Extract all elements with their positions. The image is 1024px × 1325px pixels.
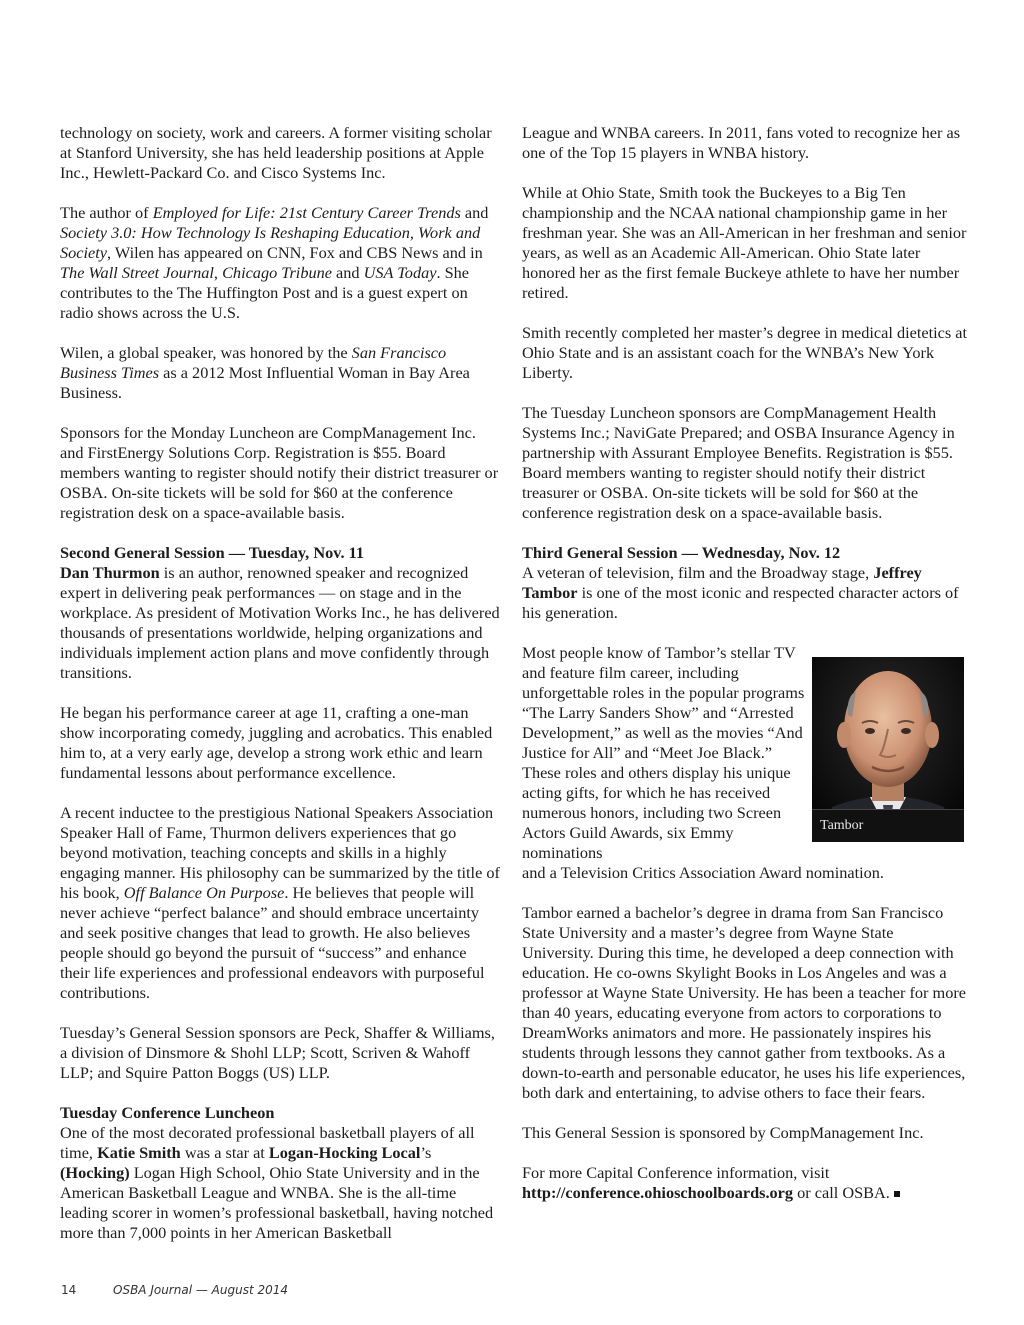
section-heading-third-session: Third General Session — Wednesday, Nov. 12 (522, 543, 841, 562)
paragraph: Wilen, a global speaker, was honored by the San Francisco Business Times as a 2012 Most Influential Woman in Bay Area Business. (60, 343, 470, 402)
publication-title: The Wall Street Journal (60, 263, 214, 282)
paragraph: The Tuesday Luncheon sponsors are CompManagement Health Systems Inc.; NaviGate Prepared; and OSBA Insurance Agency in partnership with Assurant Employee Benefits. Registration is $55. Board members wanting to register should notify their district treasurer or OSBA. On-site tickets will be sold for $60 at the conference registration desk on a space-available basis. (522, 403, 955, 522)
paragraph: The author of Employed for Life: 21st Century Career Trends and Society 3.0: How Technology Is Reshaping Education, Work and Society, Wilen has appeared on CNN, Fox and CBS News and in The Wall Street Journal, Chicago Tribune and USA Today. She contributes to the The Huffington Post and is a guest expert on radio shows across the U.S. (60, 203, 489, 322)
book-title: Employed for Life: 21st Century Career Trends (152, 203, 461, 222)
paragraph: He began his performance career at age 11, crafting a one-man show incorporating comedy, juggling and acrobatics. This enabled him to, at a very early age, develop a strong work ethic and learn fundamental lessons about performance excellence. (60, 703, 493, 782)
speaker-name: Jeffrey Tambor (522, 563, 922, 602)
paragraph: League and WNBA careers. In 2011, fans voted to recognize her as one of the Top 15 players in WNBA history. (522, 123, 961, 162)
book-title: Off Balance On Purpose (123, 883, 285, 902)
paragraph: Tuesday’s General Session sponsors are Peck, Shaffer & Williams, a division of Dinsmore & Shohl LLP; Scott, Scriven & Wahoff LLP; and Squire Patton Boggs (US) LLP. (60, 1023, 495, 1082)
paragraph: Tambor earned a bachelor’s degree in drama from San Francisco State University and a master’s degree from Wayne State University. During this time, he developed a deep connection with education. He co-owns Skylight Books in Los Angeles and was a professor at Wayne State University. He has been a teacher for more than 40 years, educating everyone from actors to corporations to DreamWorks animators and more. He passionately inspires his students through lessons they cannot gather from textbooks. As a down-to-earth and personable educator, he uses his life experiences, both dark and entertaining, to advise others to face their fears. (522, 903, 966, 1102)
paragraph: Dan Thurmon is an author, renowned speaker and recognized expert in delivering peak performances — on stage and in the workplace. As president of Motivation Works Inc., he has delivered thousands of presentations worldwide, helping organizations and individuals implement action plans and move confidently through transitions. (60, 563, 500, 682)
conference-link[interactable]: http://conference.ohioschoolboards.org (522, 1183, 794, 1202)
paragraph: Smith recently completed her master’s degree in medical dietetics at Ohio State and is an assistant coach for the WNBA’s New York Liberty. (522, 323, 968, 382)
tambor-photo (812, 657, 964, 842)
paragraph: This General Session is sponsored by CompManagement Inc. (522, 1123, 924, 1142)
paragraph: One of the most decorated professional basketball players of all time, Katie Smith was a star at Logan-Hocking Local’s (Hocking) Logan High School, Ohio State University and in the American Basketball League and WNBA. She is the all-time leading scorer in women’s professional basketball, having notched more than 7,000 points in her American Basketball (60, 1123, 494, 1242)
section-heading-luncheon: Tuesday Conference Luncheon (60, 1103, 275, 1122)
publication-title: San Francisco Business Times (60, 343, 447, 382)
left-column (60, 123, 500, 1243)
paragraph: A recent inductee to the prestigious National Speakers Association Speaker Hall of Fame, Thurmon delivers experiences that go beyond motivation, teaching concepts and skills in a highly engaging manner. His philosophy can be summarized by the title of his book, Off Balance On Purpose. He believes that people will never achieve “perfect balance” and should embrace uncertainty and seek positive changes that lead to growth. He also believes people should go beyond the pursuit of “success” and enhance their life experiences and professional endeavors with purposeful contributions. (60, 803, 500, 1002)
paragraph: Sponsors for the Monday Luncheon are CompManagement Inc. and FirstEnergy Solutions Corp. Registration is $55. Board members wanting to register should notify their district treasurer or OSBA. On-site tickets will be sold for $60 at the conference registration desk on a space-available basis. (60, 423, 499, 522)
paragraph: A veteran of television, film and the Broadway stage, Jeffrey Tambor is one of the most iconic and respected character actors of his generation. (522, 563, 959, 622)
paragraph: technology on society, work and careers. A former visiting scholar at Stanford University, she has held leadership positions at Apple Inc., Hewlett-Packard Co. and Cisco Systems Inc. (60, 123, 492, 182)
book-title: Society 3.0: How Technology Is Reshaping Education, Work and Society (60, 223, 481, 262)
publication-title: Chicago Tribune (222, 263, 332, 282)
paragraph: For more Capital Conference information, visit http://conference.ohioschoolboards.org or call OSBA. (522, 1163, 967, 1203)
speaker-name: Katie Smith (97, 1143, 181, 1162)
paragraph: Most people know of Tambor’s stellar TV and feature film career, including unforgettable roles in the popular programs “The Larry Sanders Show” and “Arrested Development,” as well as the movies “And Justice for All” and “Meet Joe Black.” These roles and others display his unique acting gifts, for which he has received numerous honors, including two Screen Actors Guild Awards, six Emmy nominations and a Television Critics Association Award nomination. (522, 643, 884, 882)
page-footer (61, 1283, 288, 1297)
section-heading-second-session: Second General Session — Tuesday, Nov. 11 (60, 543, 364, 562)
page-number: 14 (61, 1283, 77, 1297)
journal-name: OSBA Journal — August 2014 (113, 1283, 289, 1297)
end-mark-icon (894, 1191, 900, 1197)
publication-title: USA Today (363, 263, 437, 282)
photo-caption: Tambor (812, 809, 964, 842)
school-name: Logan-Hocking Local (268, 1143, 421, 1162)
paragraph: While at Ohio State, Smith took the Buckeyes to a Big Ten championship and the NCAA national championship game in her freshman year. She was an All-American in her freshman and senior years, as well as an Academic All-American. Ohio State later honored her as the first female Buckeye athlete to have her number retired. (522, 183, 967, 302)
speaker-name: Dan Thurmon (60, 563, 160, 582)
school-name: (Hocking) (60, 1163, 130, 1182)
